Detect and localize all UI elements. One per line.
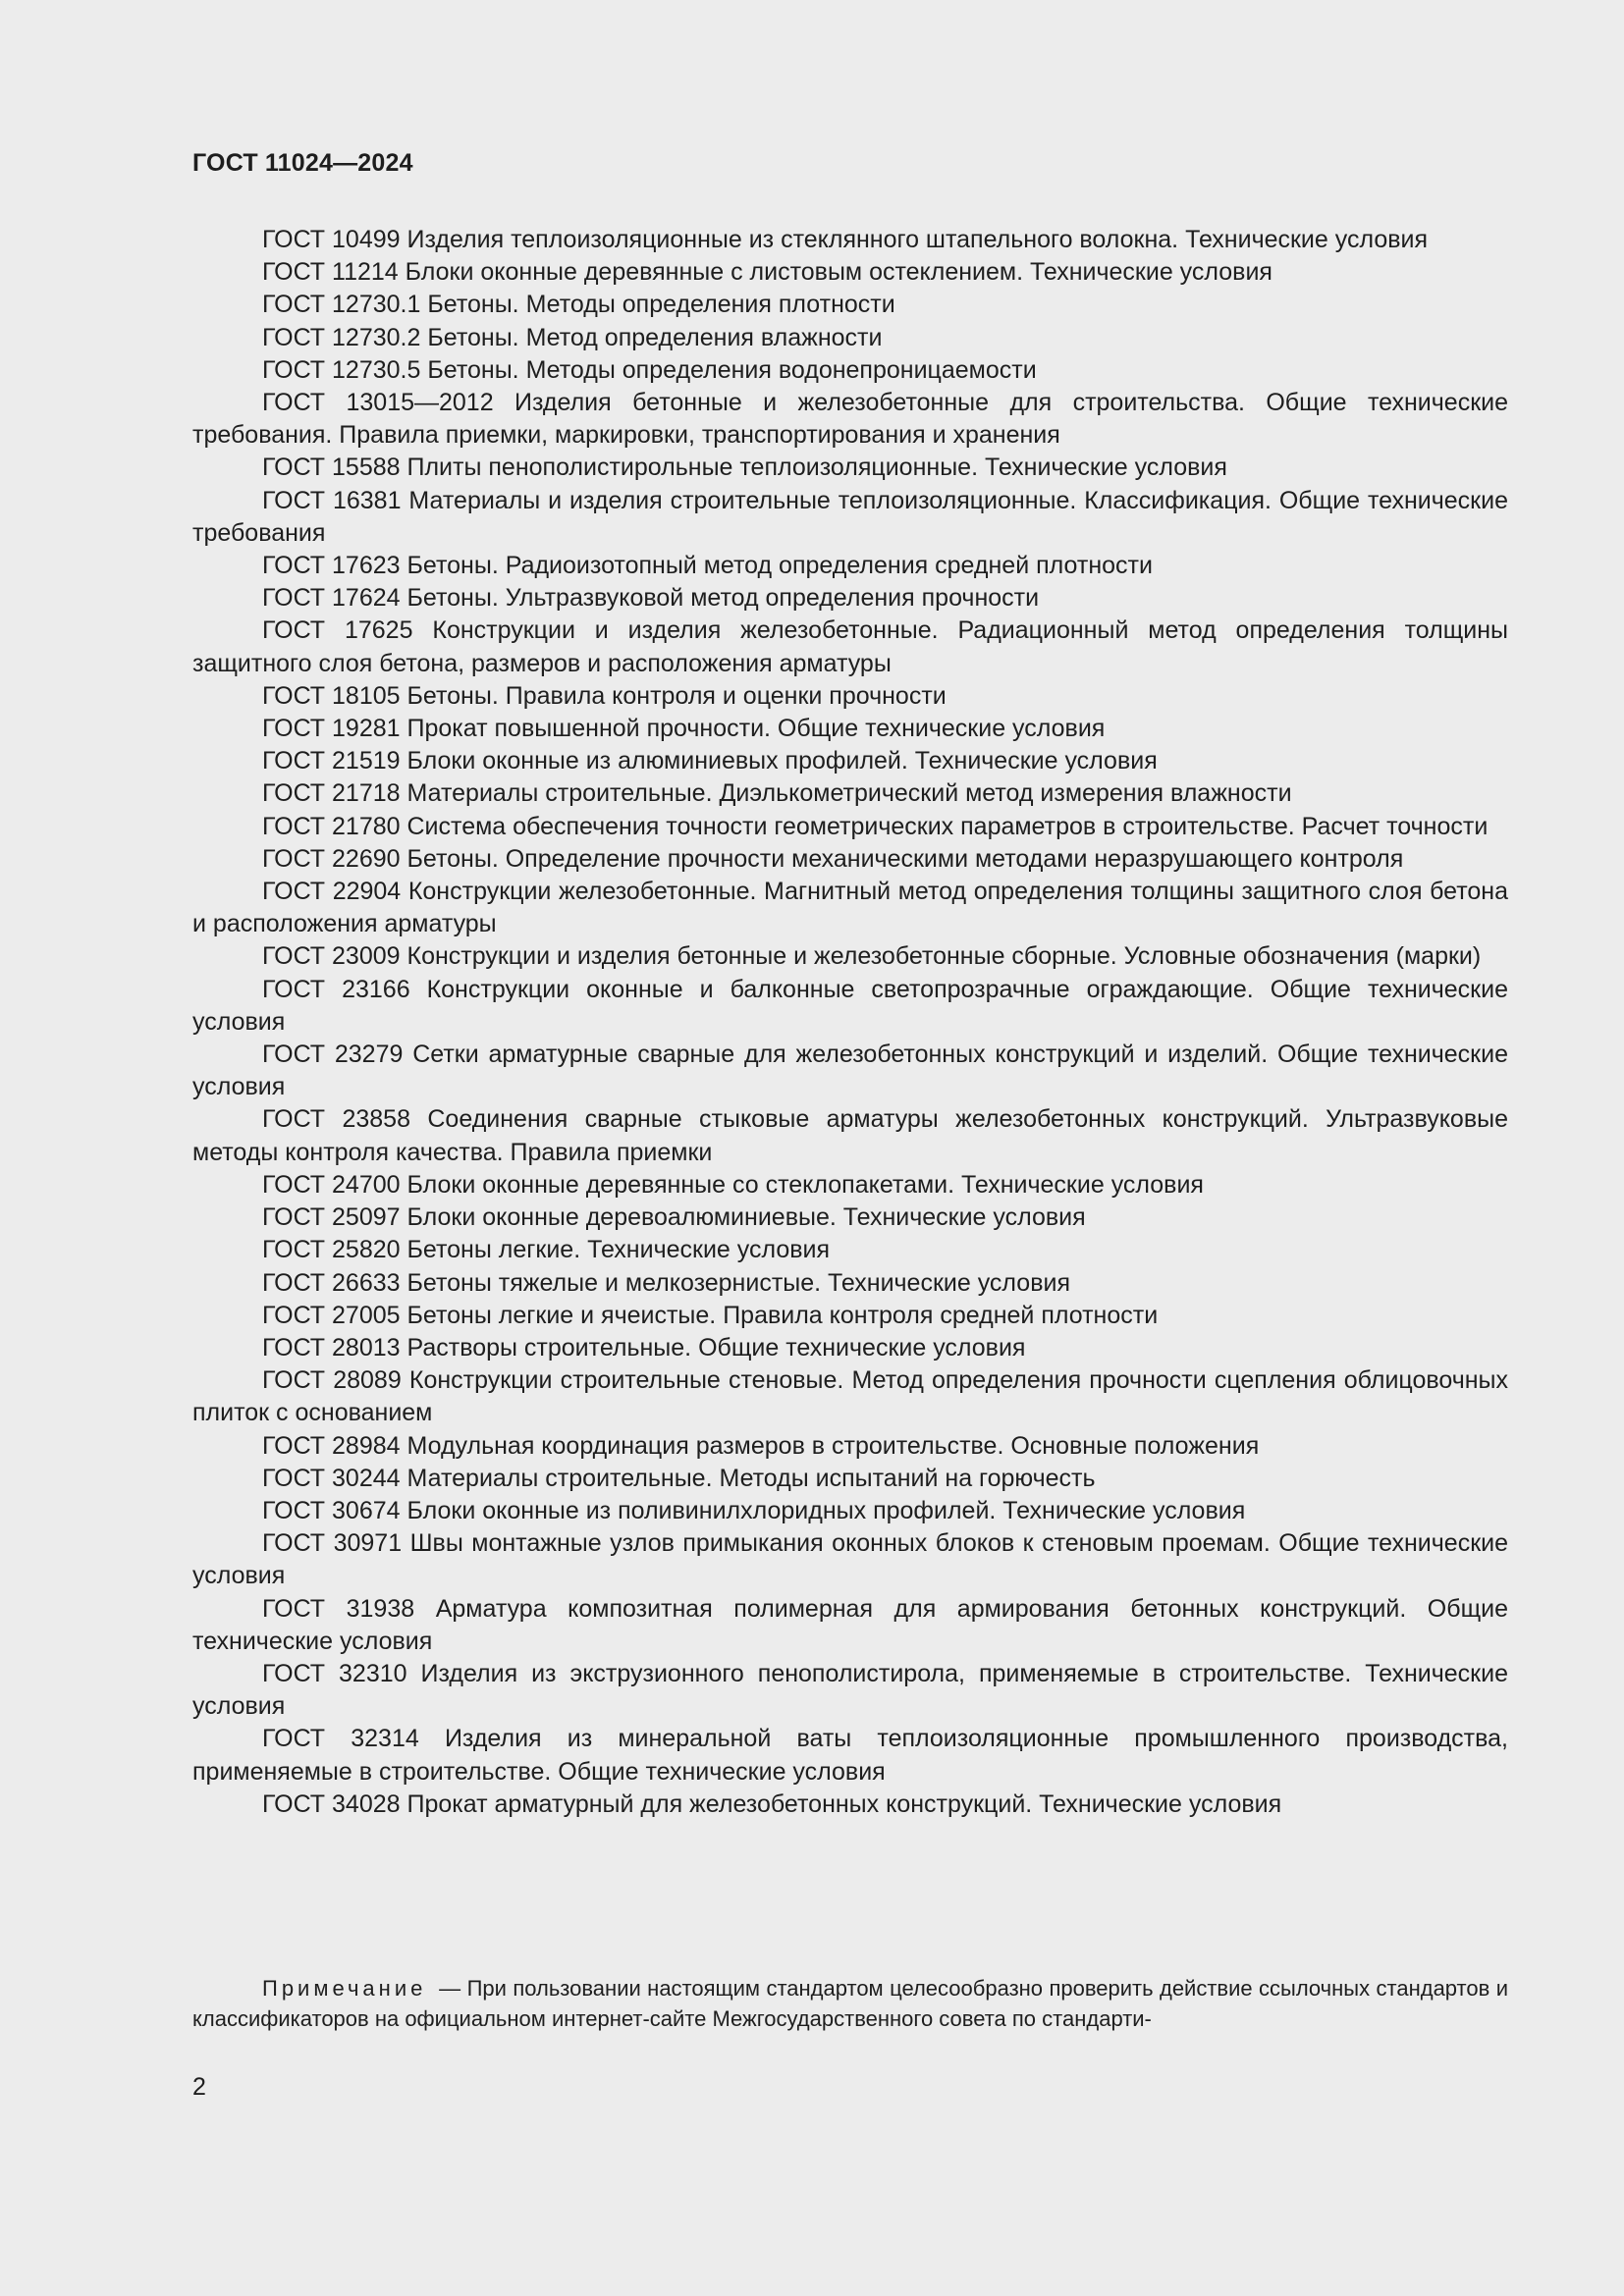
reference-item (192, 1658, 1508, 1723)
reference-code: ГОСТ 30971 (262, 1529, 403, 1558)
reference-item (192, 811, 1508, 843)
note-paragraph (192, 1973, 1508, 2034)
reference-title: Арматура композитная полимерная для армирования бетонных конструкций. Общие технические условия (192, 1594, 1509, 1655)
reference-title: Блоки оконные деревянные с листовым остеклением. Технические условия (405, 258, 1272, 287)
reference-code: ГОСТ 17625 (262, 616, 413, 645)
reference-title: Изделия теплоизоляционные из стеклянного штапельного волокна. Технические условия (406, 226, 1429, 253)
reference-code: ГОСТ 25097 (262, 1203, 401, 1232)
reference-item (192, 680, 1508, 713)
reference-code: ГОСТ 24700 (262, 1170, 401, 1199)
reference-title: Бетоны. Методы определения плотности (427, 291, 895, 319)
reference-code: ГОСТ 22690 (262, 844, 401, 873)
reference-code: ГОСТ 27005 (262, 1301, 401, 1329)
reference-item (192, 1234, 1508, 1266)
reference-item (192, 289, 1508, 321)
reference-title: Блоки оконные деревянные со стеклопакетами. Технические условия (406, 1170, 1204, 1199)
reference-title: Блоки оконные деревоалюминиевые. Технические условия (406, 1203, 1086, 1232)
reference-code: ГОСТ 21780 (262, 812, 401, 840)
reference-code: ГОСТ 12730.2 (262, 323, 421, 351)
reference-title: Изделия бетонные и железобетонные для строительства. Общие технические требования. Правила приемки, маркировки, транспортирования и хранения (192, 389, 1508, 450)
reference-title: Бетоны. Ультразвуковой метод определения прочности (406, 584, 1040, 613)
reference-title: Бетоны легкие и ячеистые. Правила контроля средней плотности (406, 1301, 1159, 1329)
reference-item (192, 745, 1508, 777)
reference-item (192, 1463, 1508, 1495)
normative-references-list (192, 224, 1508, 1821)
reference-title: Конструкции оконные и балконные светопрозрачные ограждающие. Общие технические условия (192, 975, 1508, 1036)
reference-item (192, 843, 1508, 876)
reference-title: Материалы строительные. Диэлькометрический метод измерения влажности (406, 779, 1292, 808)
reference-title: Соединения сварные стыковые арматуры железобетонных конструкций. Ультразвуковые методы контроля качества. Правила приемки (192, 1105, 1508, 1166)
reference-item (192, 713, 1508, 745)
reference-code: ГОСТ 13015—2012 (262, 389, 494, 417)
page-number: 2 (192, 2073, 206, 2101)
reference-code: ГОСТ 10499 (262, 226, 401, 253)
reference-title: Плиты пенополистирольные теплоизоляционные. Технические условия (406, 454, 1227, 482)
reference-code: ГОСТ 18105 (262, 681, 401, 710)
reference-code: ГОСТ 26633 (262, 1268, 401, 1297)
reference-code: ГОСТ 12730.5 (262, 355, 421, 384)
reference-title: Конструкции и изделия бетонные и железобетонные сборные. Условные обозначения (марки) (406, 942, 1482, 971)
reference-title: Прокат повышенной прочности. Общие технические условия (406, 715, 1106, 743)
reference-title: Бетоны. Правила контроля и оценки прочности (406, 681, 947, 710)
reference-item (192, 1364, 1508, 1429)
reference-item (192, 582, 1508, 614)
reference-item (192, 387, 1508, 452)
reference-code: ГОСТ 28089 (262, 1366, 402, 1395)
reference-title: Прокат арматурный для железобетонных конструкций. Технические условия (406, 1789, 1282, 1818)
reference-item (192, 1789, 1508, 1821)
reference-code: ГОСТ 28984 (262, 1431, 401, 1460)
reference-title: Растворы строительные. Общие технические условия (406, 1333, 1026, 1362)
reference-title: Изделия из экструзионного пенополистирола, применяемые в строительстве. Технические условия (192, 1659, 1508, 1721)
reference-title: Изделия из минеральной ваты теплоизоляционные промышленного производства, применяемые в строительстве. Общие технические условия (192, 1725, 1508, 1786)
reference-item (192, 1300, 1508, 1332)
reference-title: Система обеспечения точности геометрических параметров в строительстве. Расчет точности (406, 812, 1489, 840)
reference-item (192, 1201, 1508, 1234)
reference-item (192, 485, 1508, 550)
reference-item (192, 940, 1508, 973)
reference-title: Сетки арматурные сварные для железобетонных конструкций и изделий. Общие технические условия (192, 1041, 1508, 1101)
reference-title: Бетоны легкие. Технические условия (406, 1236, 831, 1264)
reference-item (192, 224, 1508, 256)
reference-code: ГОСТ 23279 (262, 1041, 404, 1069)
reference-title: Бетоны. Методы определения водонепроницаемости (427, 355, 1037, 384)
reference-code: ГОСТ 32310 (262, 1659, 407, 1687)
reference-code: ГОСТ 11214 (262, 258, 399, 287)
reference-item (192, 322, 1508, 354)
reference-item (192, 1103, 1508, 1168)
reference-title: Блоки оконные из алюминиевых профилей. Технические условия (406, 747, 1158, 775)
reference-item (192, 452, 1508, 484)
reference-title: Бетоны. Метод определения влажности (427, 323, 883, 351)
reference-code: ГОСТ 34028 (262, 1789, 401, 1818)
reference-code: ГОСТ 30244 (262, 1464, 401, 1492)
reference-code: ГОСТ 30674 (262, 1496, 401, 1524)
reference-item (192, 1267, 1508, 1300)
reference-code: ГОСТ 15588 (262, 454, 401, 482)
reference-code: ГОСТ 23009 (262, 942, 401, 971)
reference-item (192, 1039, 1508, 1103)
reference-item (192, 1169, 1508, 1201)
reference-title: Швы монтажные узлов примыкания оконных блоков к стеновым проемам. Общие технические условия (192, 1529, 1509, 1590)
reference-code: ГОСТ 17624 (262, 584, 401, 613)
reference-title: Бетоны. Определение прочности механическими методами неразрушающего контроля (406, 844, 1404, 873)
reference-title: Материалы строительные. Методы испытаний на горючесть (406, 1464, 1096, 1492)
reference-code: ГОСТ 21519 (262, 747, 401, 775)
reference-code: ГОСТ 23858 (262, 1105, 410, 1134)
note-label: Примечание (262, 1976, 427, 2001)
note-text: — При пользовании настоящим стандартом целесообразно проверить действие ссылочных стандартов и классификаторов на официальном интернет-сайте Межгосударственного совета по стандарти- (192, 1976, 1509, 2031)
reference-code: ГОСТ 22904 (262, 878, 402, 906)
document-header: ГОСТ 11024—2024 (192, 149, 413, 177)
reference-code: ГОСТ 17623 (262, 552, 401, 580)
reference-title: Конструкции строительные стеновые. Метод определения прочности сцепления облицовочных плиток с основанием (192, 1366, 1509, 1427)
reference-item (192, 614, 1508, 679)
reference-item (192, 1495, 1508, 1527)
reference-code: ГОСТ 25820 (262, 1236, 401, 1264)
reference-title: Конструкции железобетонные. Магнитный метод определения толщины защитного слоя бетона и расположения арматуры (192, 878, 1509, 938)
reference-code: ГОСТ 32314 (262, 1725, 419, 1753)
reference-title: Модульная координация размеров в строительстве. Основные положения (406, 1431, 1260, 1460)
reference-code: ГОСТ 21718 (262, 779, 401, 808)
reference-code: ГОСТ 28013 (262, 1333, 401, 1362)
reference-title: Конструкции и изделия железобетонные. Радиационный метод определения толщины защитного слоя бетона, размеров и расположения арматуры (192, 616, 1509, 677)
reference-item (192, 876, 1508, 940)
reference-item (192, 550, 1508, 582)
reference-title: Материалы и изделия строительные теплоизоляционные. Классификация. Общие технические требования (192, 486, 1508, 547)
reference-code: ГОСТ 31938 (262, 1594, 415, 1623)
reference-item (192, 777, 1508, 810)
reference-code: ГОСТ 16381 (262, 486, 402, 514)
reference-item (192, 354, 1508, 387)
reference-title: Бетоны тяжелые и мелкозернистые. Технические условия (406, 1268, 1070, 1297)
reference-code: ГОСТ 12730.1 (262, 291, 421, 319)
reference-code: ГОСТ 23166 (262, 975, 410, 1003)
reference-item (192, 1593, 1508, 1658)
reference-item (192, 1430, 1508, 1463)
reference-item (192, 1723, 1508, 1788)
reference-item (192, 1527, 1508, 1592)
reference-item (192, 1332, 1508, 1364)
reference-item (192, 256, 1508, 289)
reference-title: Бетоны. Радиоизотопный метод определения средней плотности (406, 552, 1153, 580)
reference-item (192, 974, 1508, 1039)
reference-title: Блоки оконные из поливинилхлоридных профилей. Технические условия (406, 1496, 1246, 1524)
reference-code: ГОСТ 19281 (262, 715, 401, 743)
